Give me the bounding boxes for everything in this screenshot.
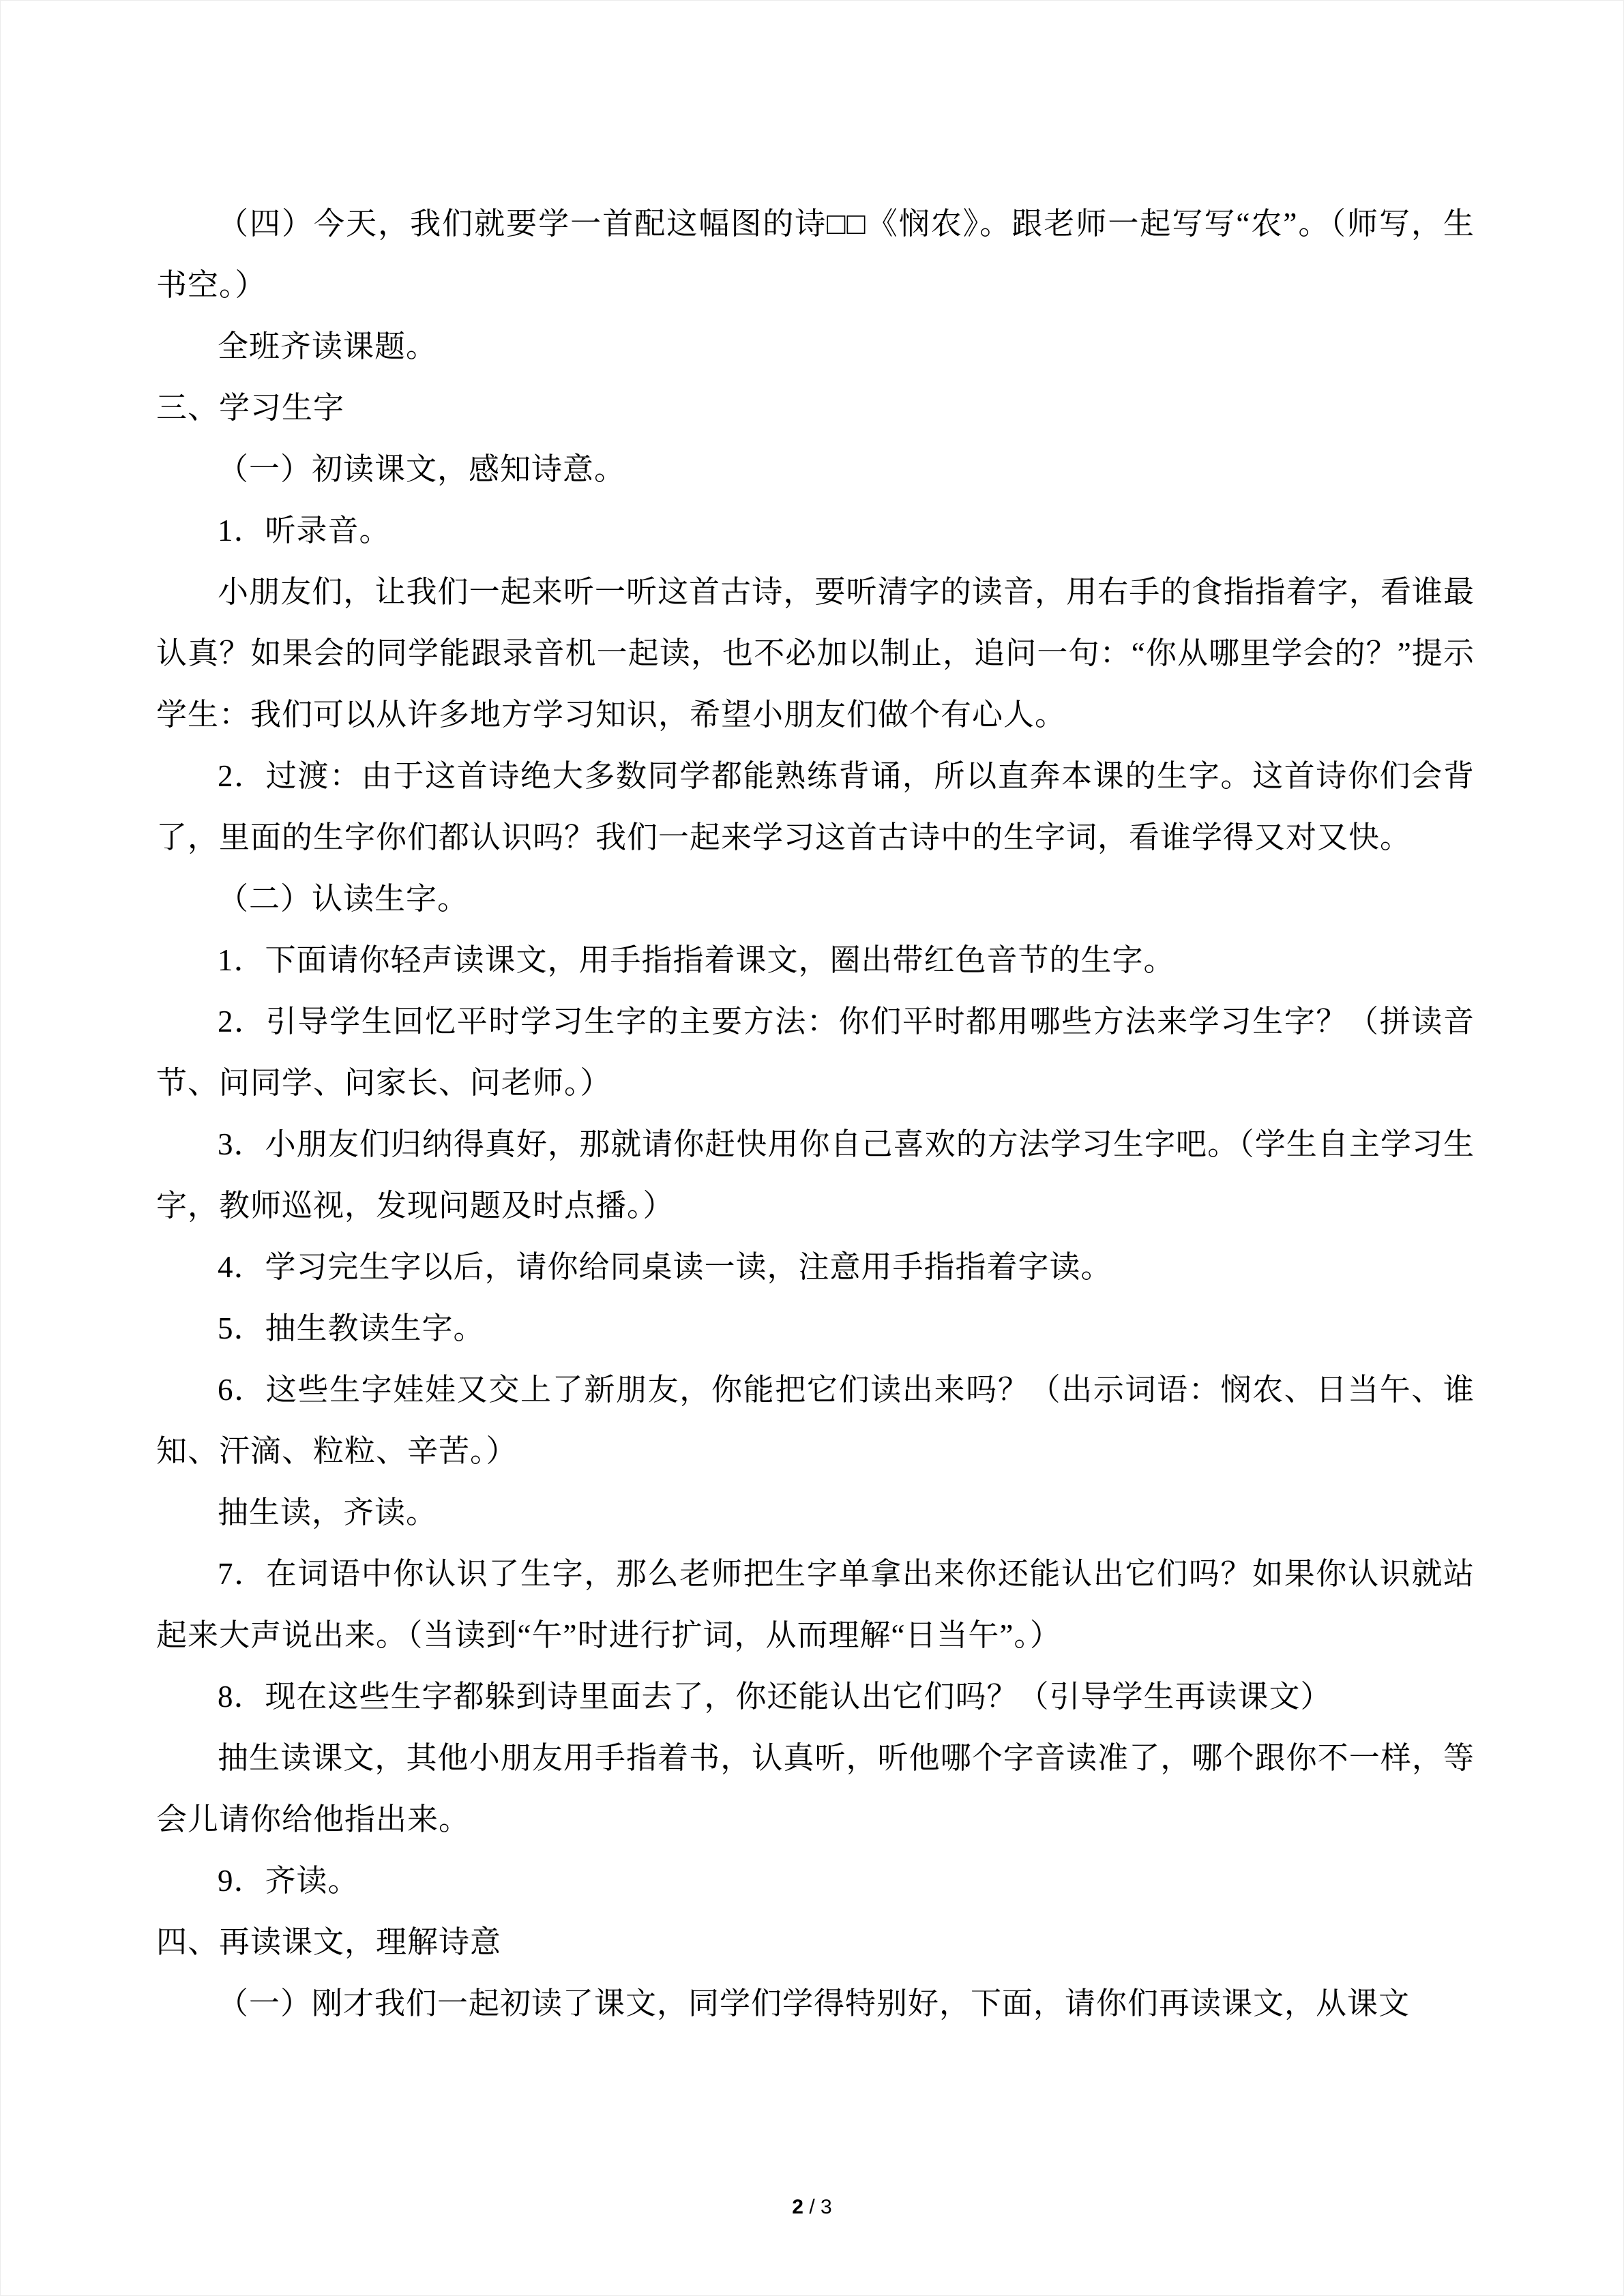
paragraph: 1．听录音。 — [218, 513, 391, 548]
page-number-separator: / — [803, 2196, 821, 2218]
paragraph: 7．在词语中你认识了生字，那么老师把生字单拿出来你还能认出它们吗？如果你认识就站起来大声说出来。（当读到“午”时进行扩词，从而理解“日当午”。） — [156, 1557, 1475, 1652]
paragraph: 2．过渡：由于这首诗绝大多数同学都能熟练背诵，所以直奔本课的生字。这首诗你们会背了，里面的生字你们都认识吗？我们一起来学习这首古诗中的生字词，看谁学得又对又快。 — [156, 759, 1475, 854]
page-number-total: 3 — [821, 2196, 832, 2218]
section-heading: 三、学习生字 — [156, 391, 345, 425]
paragraph: 8．现在这些生字都躲到诗里面去了，你还能认出它们吗？（引导学生再读课文） — [218, 1680, 1332, 1714]
paragraph: 4．学习完生字以后，请你给同桌读一读，注意用手指指着字读。 — [218, 1250, 1112, 1284]
paragraph: 抽生读，齐读。 — [218, 1495, 438, 1530]
paragraph: 9．齐读。 — [218, 1864, 359, 1898]
paragraph: 全班齐读课题。 — [218, 329, 438, 363]
page-number-current: 2 — [792, 2196, 803, 2218]
page-footer — [1, 2196, 1623, 2219]
paragraph: （二）认读生字。 — [218, 882, 469, 916]
paragraph: （四）今天，我们就要学一首配这幅图的诗□□《悯农》。跟老师一起写写“农”。（师写，生书空。） — [156, 207, 1475, 302]
paragraph: 5．抽生教读生字。 — [218, 1311, 485, 1345]
document-body — [156, 193, 1475, 2034]
paragraph: 小朋友们，让我们一起来听一听这首古诗，要听清字的读音，用右手的食指指着字，看谁最认真？如果会的同学能跟录音机一起读，也不必加以制止，追问一句：“你从哪里学会的？”提示学生：我们可以从许多地方学习知识，希望小朋友们做个有心人。 — [156, 575, 1475, 732]
paragraph: 1．下面请你轻声读课文，用手指指着课文，圈出带红色音节的生字。 — [218, 943, 1175, 977]
section-heading: 四、再读课文，理解诗意 — [156, 1925, 502, 1959]
paragraph: 3．小朋友们归纳得真好，那就请你赶快用你自己喜欢的方法学习生字吧。（学生自主学习生字，教师巡视，发现问题及时点播。） — [156, 1127, 1475, 1223]
paragraph: 抽生读课文，其他小朋友用手指着书，认真听，听他哪个字音读准了，哪个跟你不一样，等会儿请你给他指出来。 — [156, 1741, 1475, 1836]
paragraph: 6．这些生字娃娃又交上了新朋友，你能把它们读出来吗？（出示词语：悯农、日当午、谁知、汗滴、粒粒、辛苦。） — [156, 1373, 1475, 1468]
paragraph: （一）刚才我们一起初读了课文，同学们学得特别好，下面，请你们再读课文，从课文 — [218, 1986, 1411, 2021]
paragraph: （一）初读课文，感知诗意。 — [218, 452, 626, 486]
paragraph: 2．引导学生回忆平时学习生字的主要方法：你们平时都用哪些方法来学习生字？（拼读音节、问同学、问家长、问老师。） — [156, 1004, 1475, 1100]
